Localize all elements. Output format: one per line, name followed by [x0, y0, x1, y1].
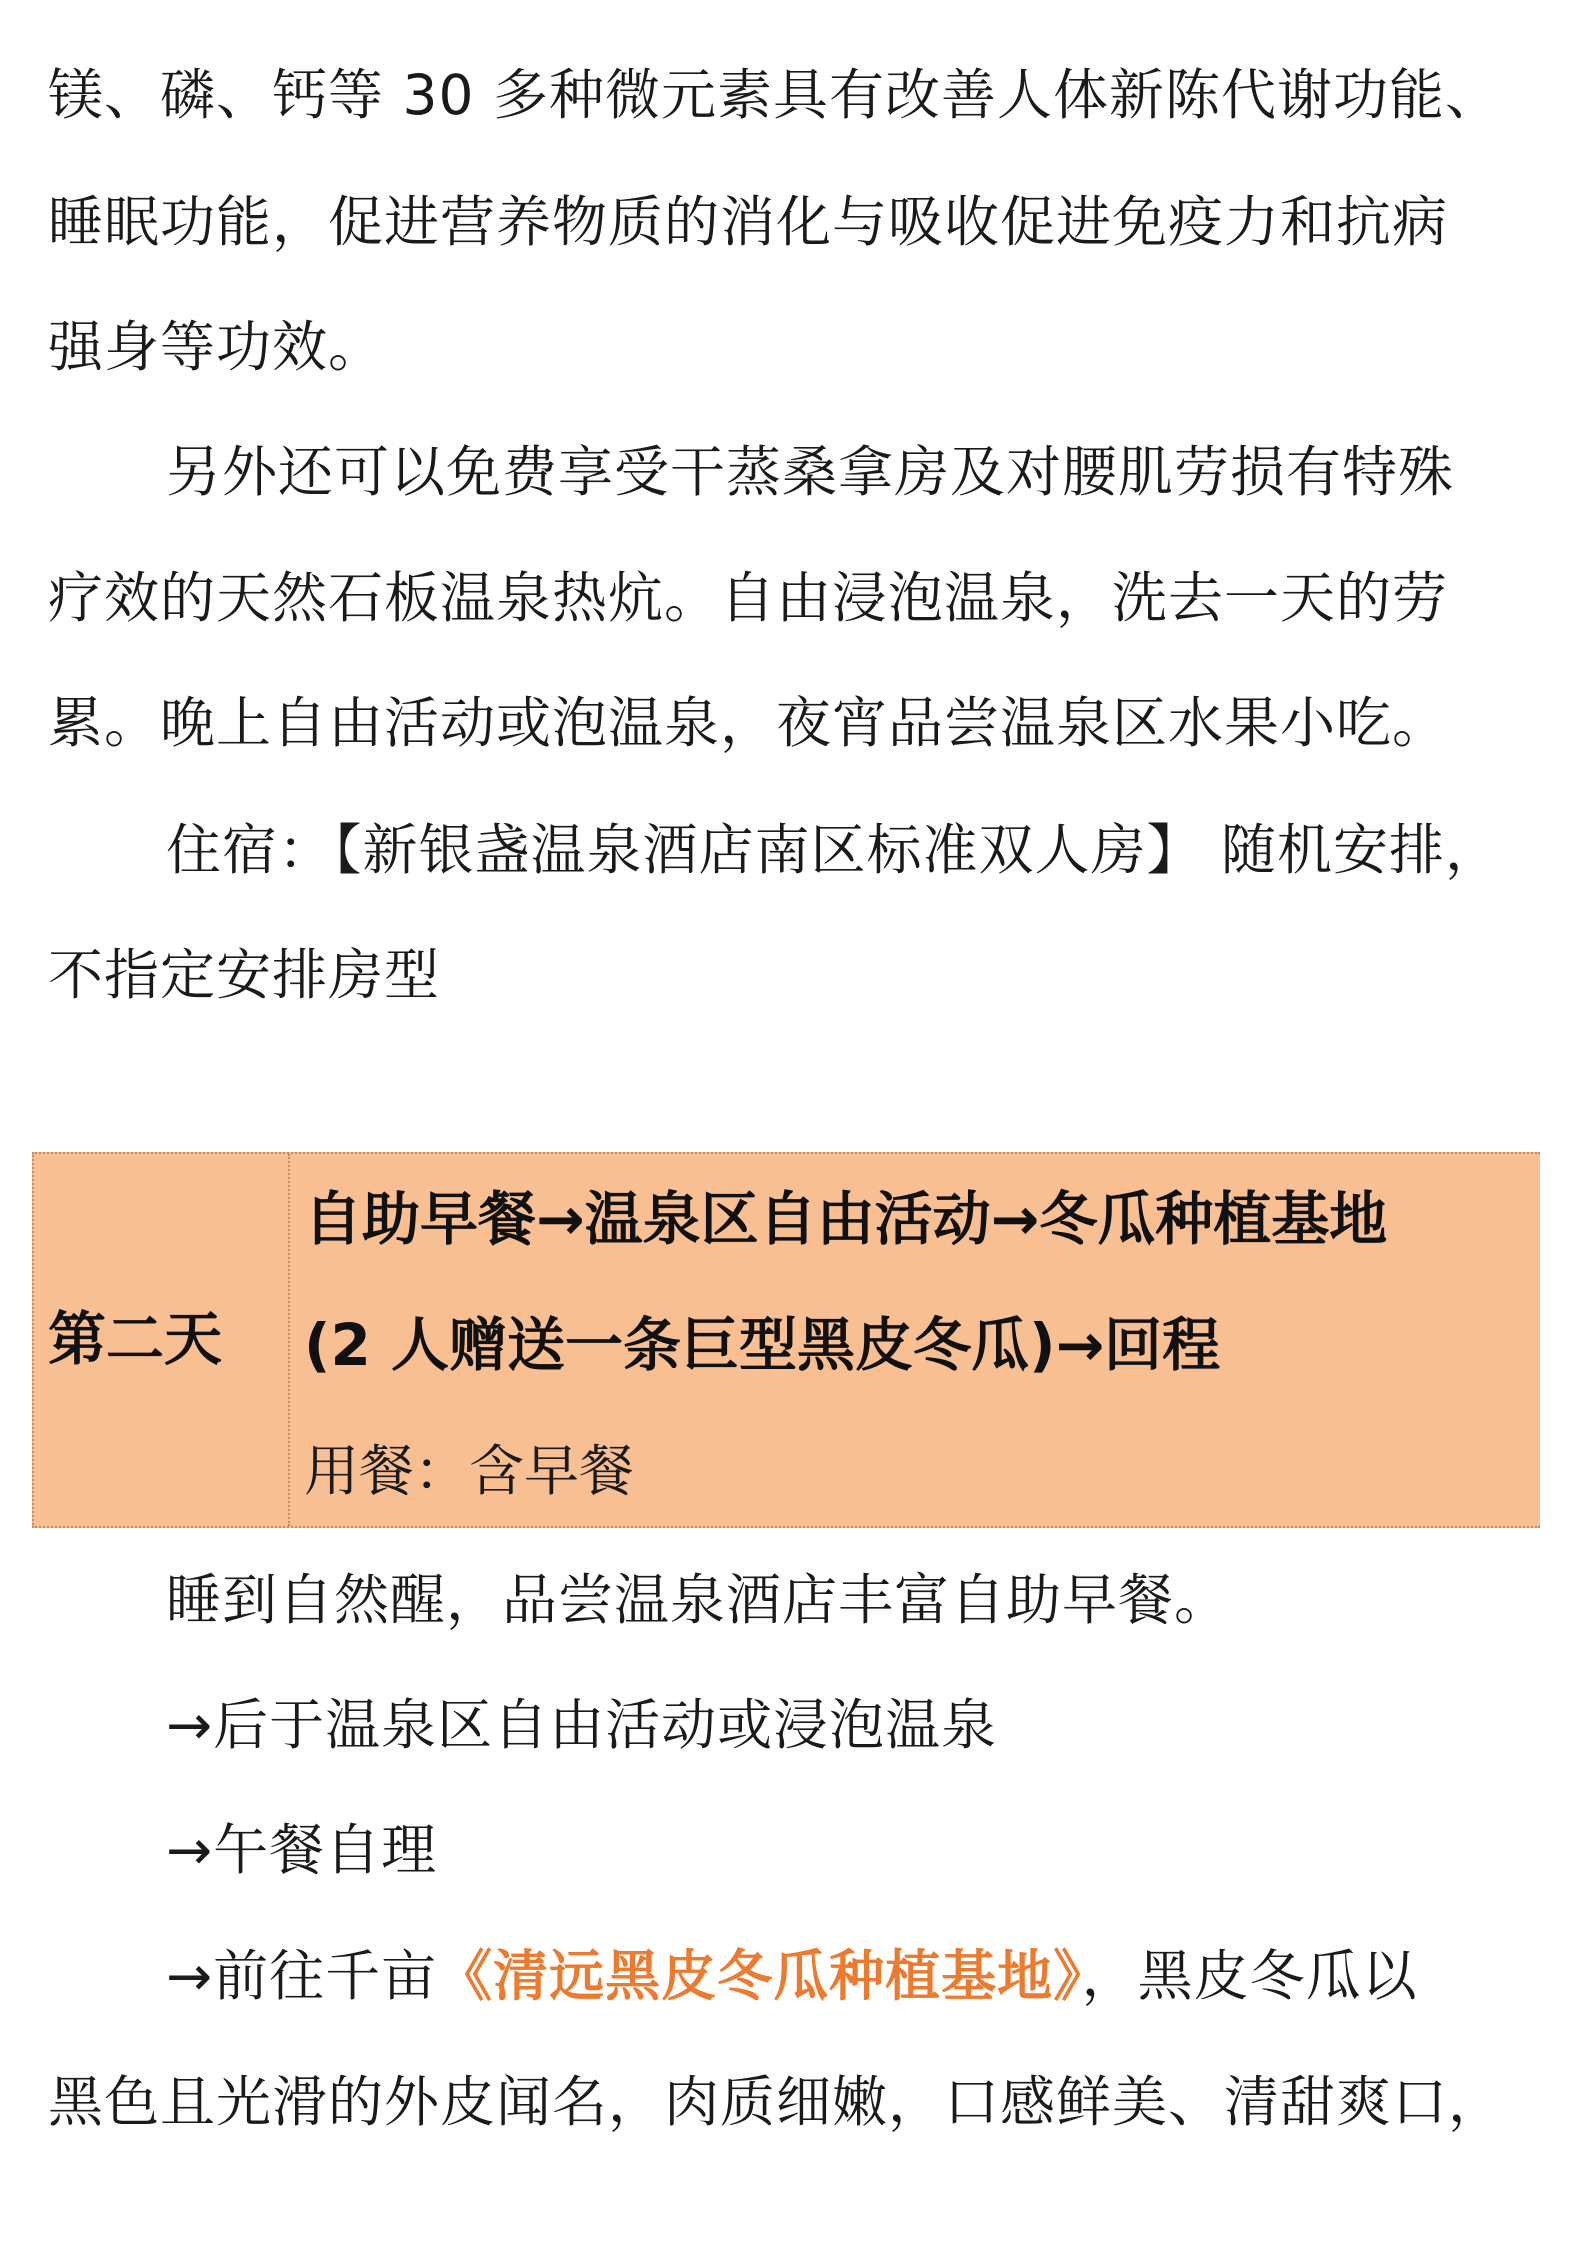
day2-detail-line2: →后于温泉区自由活动或浸泡温泉 [166, 1693, 998, 1757]
day2-route-line1: 自助早餐→温泉区自由活动→冬瓜种植基地 [304, 1185, 1388, 1253]
day2-route-line2: (2 人赠送一条巨型黑皮冬瓜)→回程 [304, 1311, 1221, 1379]
day2-detail-line4-prefix: →前往千亩 [166, 1944, 438, 2008]
paragraph1-line2: 睡眠功能，促进营养物质的消化与吸收促进免疫力和抗病 [48, 190, 1449, 254]
day2-label: 第二天 [48, 1305, 223, 1373]
day2-detail-line5: 黑色且光滑的外皮闻名，肉质细嫩，口感鲜美、清甜爽口， [48, 2070, 1505, 2134]
paragraph2-line2: 疗效的天然石板温泉热炕。自由浸泡温泉，洗去一天的劳 [48, 566, 1449, 630]
day2-detail-line4-suffix: ，黑皮冬瓜以 [1081, 1944, 1418, 2008]
day2-detail-line4 [166, 1941, 1418, 2011]
day2-detail-line1: 睡到自然醒，品尝温泉酒店丰富自助早餐。 [166, 1568, 1231, 1632]
accommodation-line1: 住宿：【新银盏温泉酒店南区标准双人房】 随机安排， [166, 818, 1501, 882]
day2-detail-line3: →午餐自理 [166, 1818, 438, 1882]
accommodation-line2: 不指定安排房型 [48, 943, 441, 1007]
paragraph1-line3: 强身等功效。 [48, 315, 385, 379]
day2-table-divider [288, 1154, 290, 1526]
paragraph1-line1: 镁、磷、钙等 30 多种微元素具有改善人体新陈代谢功能、 [48, 63, 1501, 127]
day2-meal: 用餐：含早餐 [304, 1439, 635, 1503]
paragraph2-line1: 另外还可以免费享受干蒸桑拿房及对腰肌劳损有特殊 [166, 440, 1455, 504]
winter-melon-base-highlight: 《清远黑皮冬瓜种植基地》 [437, 1944, 1082, 2008]
paragraph2-line3: 累。晚上自由活动或泡温泉，夜宵品尝温泉区水果小吃。 [48, 691, 1449, 755]
day2-header-table [32, 1152, 1540, 1528]
